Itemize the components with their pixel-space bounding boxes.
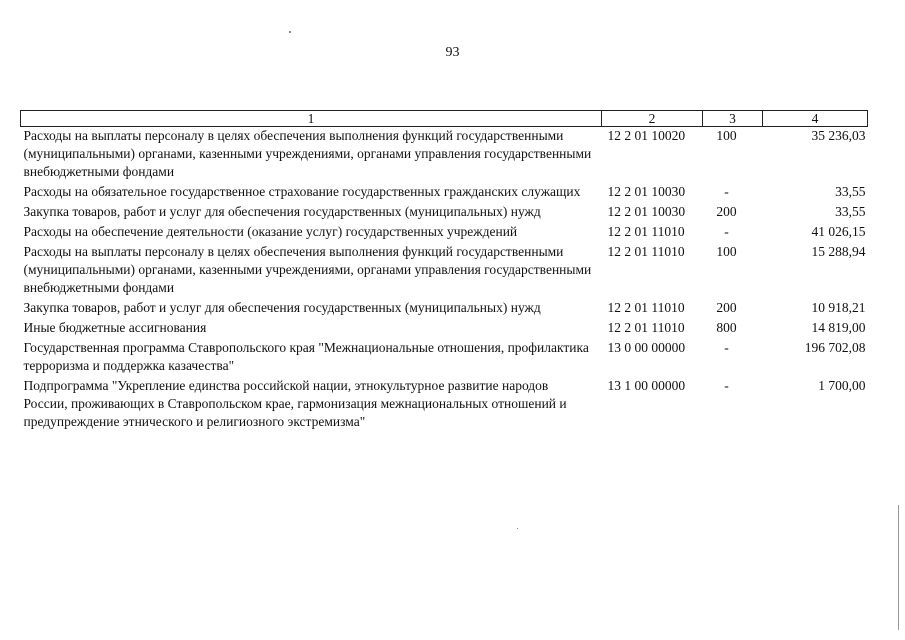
table-row xyxy=(21,319,868,339)
row-code: 12 2 01 11010 xyxy=(607,320,685,335)
row-name: Иные бюджетные ассигнования xyxy=(23,320,207,335)
row-kind: - xyxy=(724,378,729,393)
row-amount: 10 918,21 xyxy=(811,300,866,315)
row-amount: 196 702,08 xyxy=(804,340,866,355)
scan-speck xyxy=(289,31,291,33)
row-kind: 100 xyxy=(716,128,737,143)
table-row xyxy=(21,223,868,243)
row-name: Расходы на выплаты персоналу в целях обеспечения выполнения функций государственными (муниципальными) органами, казенными учреждениями, органами управления государственными внебюджетными фондами xyxy=(23,128,592,179)
scan-speck xyxy=(517,528,518,529)
table-row xyxy=(21,299,868,319)
row-name: Расходы на выплаты персоналу в целях обеспечения выполнения функций государственными (муниципальными) органами, казенными учреждениями, органами управления государственными внебюджетными фондами xyxy=(23,244,592,295)
row-code: 12 2 01 11010 xyxy=(607,244,685,259)
row-code: 13 1 00 00000 xyxy=(607,378,686,393)
page-number: 93 xyxy=(445,45,460,60)
row-name: Подпрограмма "Укрепление единства российской нации, этнокультурное развитие народов России, проживающих в Ставропольском крае, гармонизация межнациональных отношений и предупреждение этнического и религиозного экстремизма" xyxy=(23,378,567,429)
column-header-3: 3 xyxy=(703,111,763,127)
table-row xyxy=(21,243,868,299)
row-name: Закупка товаров, работ и услуг для обеспечения государственных (муниципальных) нужд xyxy=(23,300,541,315)
table-row xyxy=(21,127,868,184)
row-code: 12 2 01 10020 xyxy=(607,128,686,143)
scan-edge-line xyxy=(898,505,899,630)
row-name: Расходы на обеспечение деятельности (оказание услуг) государственных учреждений xyxy=(23,224,518,239)
row-code: 12 2 01 10030 xyxy=(607,184,686,199)
table-header-row xyxy=(21,111,868,127)
row-kind: 800 xyxy=(716,320,737,335)
row-kind: - xyxy=(724,184,729,199)
table-row xyxy=(21,377,868,433)
row-kind: 100 xyxy=(716,244,737,259)
row-name: Государственная программа Ставропольского края "Межнациональные отношения, профилактика терроризма и поддержка казачества" xyxy=(23,340,589,373)
row-kind: - xyxy=(724,340,729,355)
column-header-2: 2 xyxy=(602,111,703,127)
row-code: 13 0 00 00000 xyxy=(607,340,686,355)
row-amount: 15 288,94 xyxy=(811,244,866,259)
row-name: Расходы на обязательное государственное страхование государственных гражданских служащих xyxy=(23,184,581,199)
row-code: 12 2 01 11010 xyxy=(607,224,685,239)
column-header-1: 1 xyxy=(21,111,602,127)
row-amount: 33,55 xyxy=(835,204,866,219)
row-name: Закупка товаров, работ и услуг для обеспечения государственных (муниципальных) нужд xyxy=(23,204,541,219)
row-amount: 14 819,00 xyxy=(811,320,866,335)
row-kind: - xyxy=(724,224,729,239)
row-amount: 1 700,00 xyxy=(818,378,866,393)
row-kind: 200 xyxy=(716,204,737,219)
table-row xyxy=(21,203,868,223)
row-amount: 33,55 xyxy=(835,184,866,199)
budget-table xyxy=(20,110,868,433)
column-header-4: 4 xyxy=(763,111,868,127)
row-amount: 35 236,03 xyxy=(811,128,866,143)
row-code: 12 2 01 11010 xyxy=(607,300,685,315)
row-amount: 41 026,15 xyxy=(811,224,866,239)
row-kind: 200 xyxy=(716,300,737,315)
table-row xyxy=(21,339,868,377)
table-row xyxy=(21,183,868,203)
row-code: 12 2 01 10030 xyxy=(607,204,686,219)
